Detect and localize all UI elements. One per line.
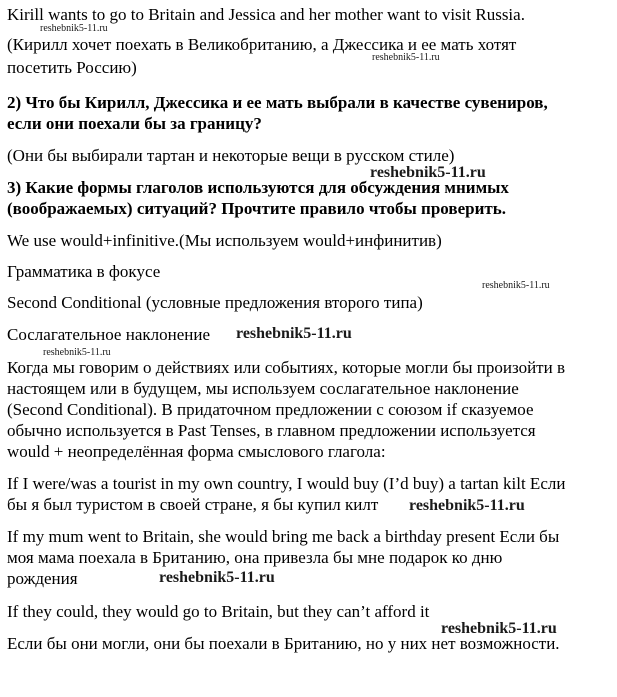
question-2-line-2: если они поехали бы за границу?	[7, 114, 262, 133]
example-2-line-1: If my mum went to Britain, she would bring me back a birthday present Если бы	[7, 527, 560, 546]
watermark: reshebnik5-11.ru	[236, 325, 352, 342]
grammar-focus-heading: Грамматика в фокусе	[7, 262, 161, 281]
watermark: reshebnik5-11.ru	[370, 164, 486, 181]
subjunctive-heading: Сослагательное наклонение	[7, 325, 210, 344]
rule-line-1: Когда мы говорим о действиях или событиях, которые могли бы произойти в	[7, 358, 565, 377]
example-2-line-3: рождения	[7, 569, 78, 588]
example-3-line-2: Если бы они могли, они бы поехали в Британию, но у них нет возможности.	[7, 634, 560, 653]
rule-line-4: обычно используется в Past Tenses, в главном предложении используется	[7, 421, 536, 440]
text-line-3: посетить Россию)	[7, 58, 137, 77]
watermark: reshebnik5-11.ru	[482, 280, 550, 291]
example-3-line-1: If they could, they would go to Britain, but they can’t afford it	[7, 602, 430, 621]
example-1-line-1: If I were/was a tourist in my own country, I would buy (I’d buy) a tartan kilt Если	[7, 474, 566, 493]
example-2-line-2: моя мама поехала в Британию, она привезла бы мне подарок ко дню	[7, 548, 503, 567]
text-line-1: Kirill wants to go to Britain and Jessica and her mother want to visit Russia.	[7, 5, 525, 24]
watermark: reshebnik5-11.ru	[40, 23, 108, 34]
watermark: reshebnik5-11.ru	[441, 620, 557, 637]
question-3-line-2: (воображаемых) ситуаций? Прочтите правило чтобы проверить.	[7, 199, 506, 218]
answer-2: (Они бы выбирали тартан и некоторые вещи в русском стиле)	[7, 146, 455, 165]
rule-line-2: настоящем или в будущем, мы используем сослагательное наклонение	[7, 379, 519, 398]
rule-line-5: would + неопределённая форма смыслового глагола:	[7, 442, 386, 461]
rule-line-3: (Second Conditional). В придаточном предложении с союзом if сказуемое	[7, 400, 534, 419]
answer-3: We use would+infinitive.(Мы используем would+инфинитив)	[7, 231, 442, 250]
watermark: reshebnik5-11.ru	[409, 497, 525, 514]
example-1-line-2: бы я был туристом в своей стране, я бы купил килт	[7, 495, 379, 514]
text-line-2: (Кирилл хочет поехать в Великобританию, а Джессика и ее мать хотят	[7, 35, 517, 54]
watermark: reshebnik5-11.ru	[43, 347, 111, 358]
watermark: reshebnik5-11.ru	[372, 52, 440, 63]
watermark: reshebnik5-11.ru	[159, 569, 275, 586]
second-conditional-heading: Second Conditional (условные предложения второго типа)	[7, 293, 423, 312]
question-3-line-1: 3) Какие формы глаголов используются для обсуждения мнимых	[7, 178, 509, 197]
question-2-line-1: 2) Что бы Кирилл, Джессика и ее мать выбрали в качестве сувениров,	[7, 93, 548, 112]
